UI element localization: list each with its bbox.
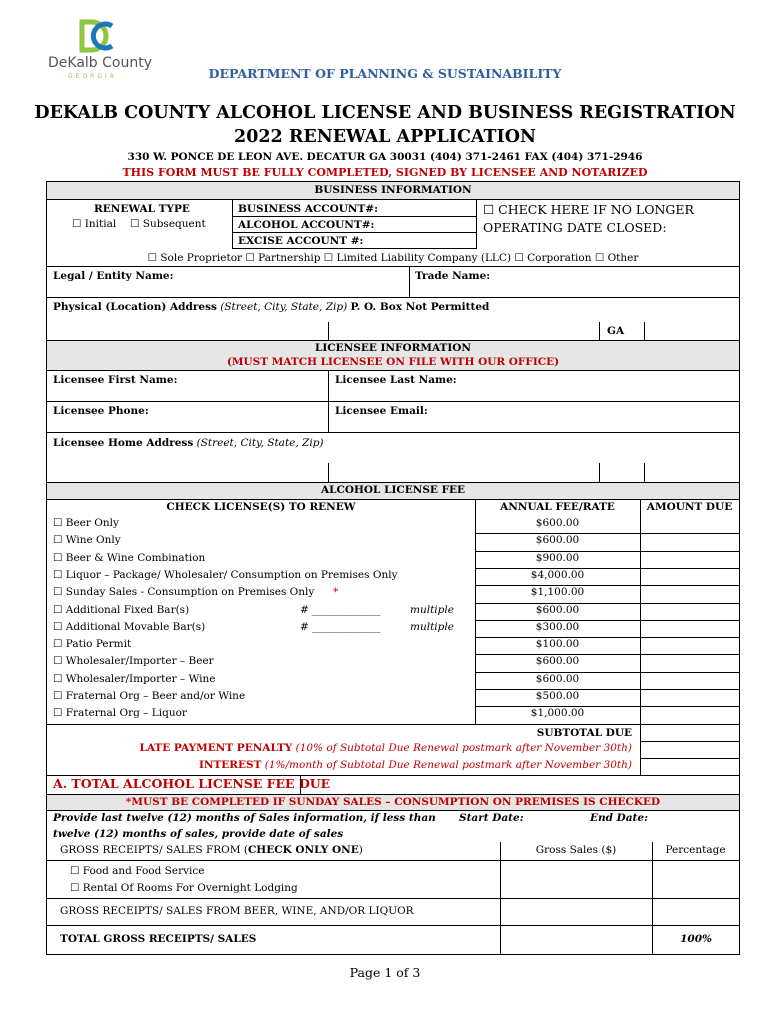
trade-name-label: Trade Name:: [415, 270, 491, 282]
food-service-checkbox[interactable]: ☐ Food and Food Service: [70, 865, 205, 877]
interest-label: INTEREST (1%/month of Subtotal Due Renewal postmark after November 30th): [198, 759, 632, 771]
licensee-home-address-label: Licensee Home Address (Street, City, State, Zip): [53, 437, 324, 449]
license-checkbox[interactable]: ☐ Wholesaler/Importer – Wine: [53, 673, 216, 685]
gross-beer-wine-label: GROSS RECEIPTS/ SALES FROM BEER, WINE, AND/OR LIQUOR: [60, 905, 414, 917]
form-instruction: THIS FORM MUST BE FULLY COMPLETED, SIGNED BY LICENSEE AND NOTARIZED: [122, 166, 648, 179]
license-checkbox[interactable]: ☐ Sunday Sales - Consumption on Premises Only: [53, 586, 315, 598]
physical-address-label: Physical (Location) Address (Street, City, State, Zip) P. O. Box Not Permitted: [53, 301, 490, 313]
business-section-title: BUSINESS INFORMATION: [314, 184, 472, 196]
start-date-label: Start Date:: [459, 812, 524, 824]
licensee-phone-label: Licensee Phone:: [53, 405, 149, 417]
sunday-section-title: *MUST BE COMPLETED IF SUNDAY SALES – CONSUMPTION ON PREMISES IS CHECKED: [125, 796, 661, 808]
license-checkbox[interactable]: ☐ Beer & Wine Combination: [53, 552, 206, 564]
state-ga: GA: [607, 325, 625, 337]
annual-fee: $1,000.00: [530, 707, 585, 719]
annual-fee: $100.00: [535, 638, 580, 650]
gross-sales-header: Gross Sales ($): [535, 844, 617, 856]
annual-fee: $4,000.00: [530, 569, 585, 581]
col-fee-header: ANNUAL FEE/RATE: [500, 501, 615, 513]
renewal-initial-checkbox[interactable]: ☐ Initial: [72, 218, 117, 230]
licensee-email-label: Licensee Email:: [335, 405, 428, 417]
sunday-star: *: [333, 586, 339, 598]
licensee-last-name-label: Licensee Last Name:: [335, 374, 457, 386]
multiple-label: multiple: [410, 604, 454, 616]
logo-sub: GEORGIA: [68, 73, 117, 80]
logo-text: DeKalb County: [48, 55, 152, 71]
total-percentage: 100%: [680, 933, 712, 945]
renewal-type-label: RENEWAL TYPE: [94, 203, 190, 215]
license-checkbox[interactable]: ☐ Patio Permit: [53, 638, 132, 650]
end-date-label: End Date:: [590, 812, 648, 824]
annual-fee: $300.00: [535, 621, 580, 633]
excise-account-label: EXCISE ACCOUNT #:: [238, 235, 364, 247]
license-checkbox[interactable]: ☐ Additional Movable Bar(s): [53, 621, 206, 633]
license-checkbox[interactable]: ☐ Liquor – Package/ Wholesaler/ Consumption on Premises Only: [53, 569, 398, 581]
annual-fee: $1,100.00: [530, 586, 585, 598]
entity-type-options[interactable]: ☐ Sole Proprietor ☐ Partnership ☐ Limited Liability Company (LLC) ☐ Corporation ☐ Other: [147, 252, 639, 264]
page-number: Page 1 of 3: [349, 965, 421, 980]
business-account-label: BUSINESS ACCOUNT#:: [238, 203, 378, 215]
annual-fee: $600.00: [535, 604, 580, 616]
late-penalty-label: LATE PAYMENT PENALTY (10% of Subtotal Due Renewal postmark after November 30th): [139, 742, 632, 754]
no-longer-operating-checkbox[interactable]: ☐ CHECK HERE IF NO LONGER: [483, 202, 694, 217]
license-checkbox[interactable]: ☐ Beer Only: [53, 517, 119, 529]
col-amount-header: AMOUNT DUE: [646, 501, 733, 513]
fee-section-title: ALCOHOL LICENSE FEE: [320, 484, 466, 496]
date-closed-label: OPERATING DATE CLOSED:: [483, 220, 667, 235]
license-checkbox[interactable]: ☐ Wine Only: [53, 534, 121, 546]
provide-sales-line1: Provide last twelve (12) months of Sales information, if less than: [53, 812, 436, 824]
provide-sales-line2: twelve (12) months of sales, provide date of sales: [53, 828, 344, 840]
total-gross-label: TOTAL GROSS RECEIPTS/ SALES: [60, 933, 257, 945]
annual-fee: $600.00: [535, 655, 580, 667]
alcohol-account-label: ALCOHOL ACCOUNT#:: [238, 219, 375, 231]
licensee-note: (MUST MATCH LICENSEE ON FILE WITH OUR OFFICE): [226, 356, 560, 368]
department-title: DEPARTMENT OF PLANNING & SUSTAINABILITY: [208, 66, 562, 81]
bar-count-field[interactable]: # _____________: [300, 621, 381, 633]
legal-name-label: Legal / Entity Name:: [53, 270, 174, 282]
license-checkbox[interactable]: ☐ Fraternal Org – Beer and/or Wine: [53, 690, 246, 702]
percentage-header: Percentage: [665, 844, 726, 856]
col-check-header: CHECK LICENSE(S) TO RENEW: [166, 501, 356, 513]
license-checkbox[interactable]: ☐ Additional Fixed Bar(s): [53, 604, 190, 616]
license-checkbox[interactable]: ☐ Wholesaler/Importer – Beer: [53, 655, 214, 667]
licensee-first-name-label: Licensee First Name:: [53, 374, 178, 386]
annual-fee: $900.00: [535, 552, 580, 564]
office-address: 330 W. PONCE DE LEON AVE. DECATUR GA 30031 (404) 371-2461 FAX (404) 371-2946: [127, 151, 643, 163]
form-title-line2: 2022 RENEWAL APPLICATION: [234, 127, 536, 147]
annual-fee: $600.00: [535, 673, 580, 685]
annual-fee: $600.00: [535, 534, 580, 546]
annual-fee: $500.00: [535, 690, 580, 702]
license-checkbox[interactable]: ☐ Fraternal Org – Liquor: [53, 707, 187, 719]
form-title-line1: DEKALB COUNTY ALCOHOL LICENSE AND BUSINESS REGISTRATION: [34, 103, 736, 123]
rental-rooms-checkbox[interactable]: ☐ Rental Of Rooms For Overnight Lodging: [70, 882, 298, 894]
annual-fee: $600.00: [535, 517, 580, 529]
multiple-label: multiple: [410, 621, 454, 633]
total-fee-label: A. TOTAL ALCOHOL LICENSE FEE DUE: [53, 776, 331, 791]
bar-count-field[interactable]: # _____________: [300, 604, 381, 616]
licensee-section-title: LICENSEE INFORMATION: [315, 342, 471, 354]
gross-from-label: GROSS RECEIPTS/ SALES FROM (CHECK ONLY ONE): [60, 844, 363, 856]
renewal-subsequent-checkbox[interactable]: ☐ Subsequent: [130, 218, 206, 230]
subtotal-label: SUBTOTAL DUE: [536, 727, 632, 739]
